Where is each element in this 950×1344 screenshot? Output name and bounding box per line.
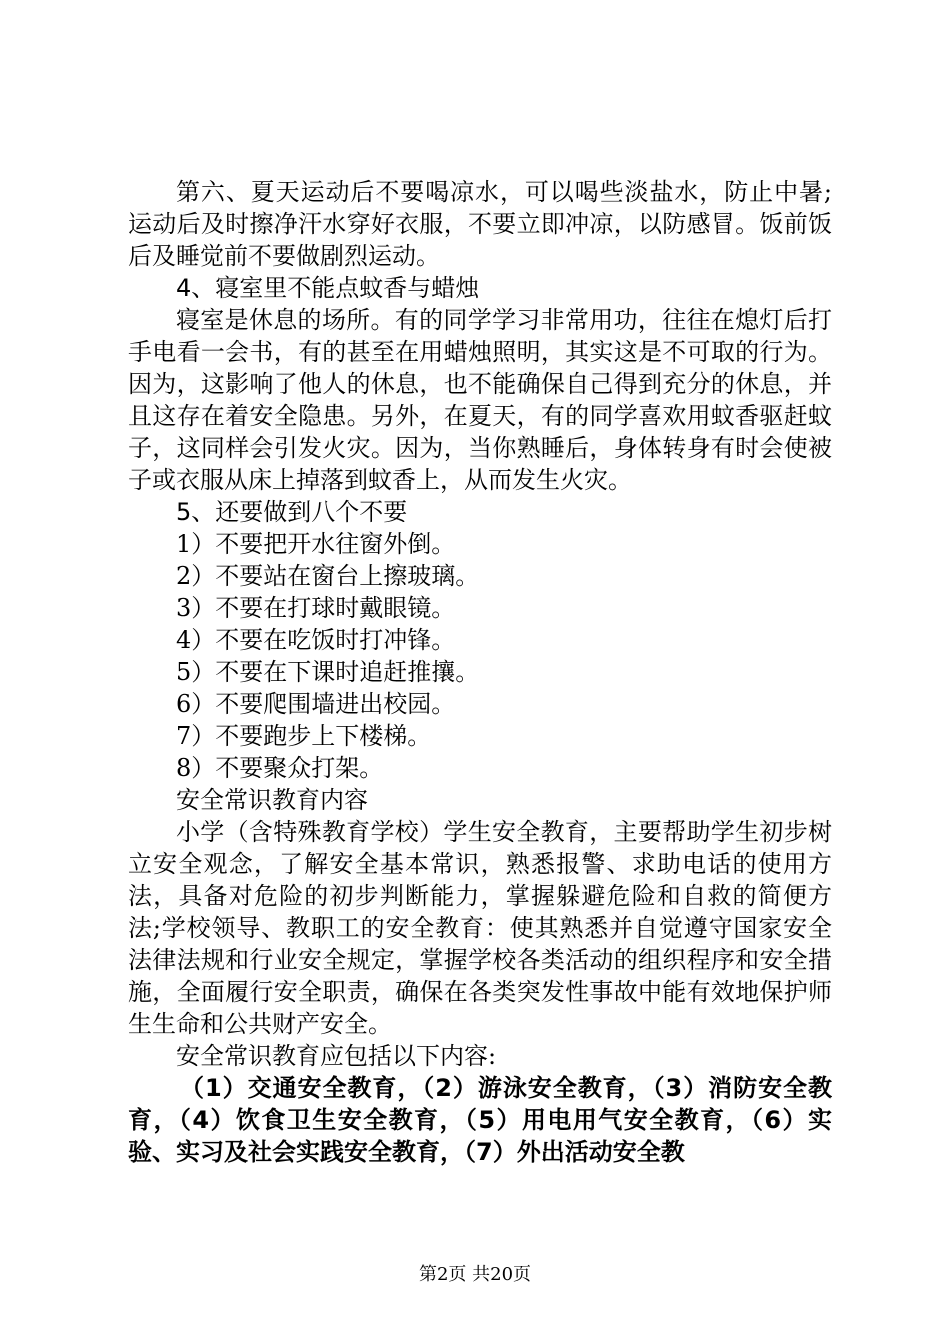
list-item: 2）不要站在窗台上擦玻璃。 (176, 562, 480, 590)
list-item: 4）不要在吃饭时打冲锋。 (176, 626, 456, 654)
list-item: 5）不要在下课时追赶推攘。 (176, 658, 480, 686)
list-item: 7）不要跑步上下楼梯。 (176, 722, 432, 750)
list-item: 3）不要在打球时戴眼镜。 (176, 594, 456, 622)
paragraph-summer-exercise: 第六、夏天运动后不要喝凉水，可以喝些淡盐水，防止中暑;运动后及时擦净汗水穿好衣服，不要立即冲凉，以防感冒。饭前饭后及睡觉前不要做剧烈运动。 (128, 178, 832, 270)
section-heading-5: 5、还要做到八个不要 (176, 498, 408, 526)
document-body (128, 176, 832, 1168)
list-item: 1）不要把开水往窗外倒。 (176, 530, 456, 558)
list-item: 6）不要爬围墙进出校园。 (176, 690, 456, 718)
list-item: 8）不要聚众打架。 (176, 754, 384, 782)
paragraph-primary-school: 小学（含特殊教育学校）学生安全教育，主要帮助学生初步树立安全观念，了解安全基本常识，熟悉报警、求助电话的使用方法，具备对危险的初步判断能力，掌握躲避危险和自救的简便方法;学校领导、教职工的安全教育：使其熟悉并自觉遵守国家安全法律法规和行业安全规定，掌握学校各类活动的组织程序和安全措施，全面履行安全职责，确保在各类突发性事故中能有效地保护师生生命和公共财产安全。 (128, 818, 832, 1038)
subtitle-safety-content: 安全常识教育内容 (176, 786, 368, 814)
page-footer: 第2页 共20页 (418, 1264, 532, 1285)
section-heading-4: 4、寝室里不能点蚊香与蜡烛 (176, 274, 480, 302)
bold-topic-list: （1）交通安全教育，（2）游泳安全教育，（3）消防安全教育，（4）饮食卫生安全教育，（5）用电用气安全教育，（6）实验、实习及社会实践安全教育，（7）外出活动安全教 (128, 1074, 832, 1166)
line-content-includes: 安全常识教育应包括以下内容: (176, 1042, 497, 1070)
paragraph-dormitory: 寝室是休息的场所。有的同学学习非常用功，往往在熄灯后打手电看一会书，有的甚至在用蜡烛照明，其实这是不可取的行为。因为，这影响了他人的休息，也不能确保自己得到充分的休息，并且这存在着安全隐患。另外，在夏天，有的同学喜欢用蚊香驱赶蚊子，这同样会引发火灾。因为，当你熟睡后，身体转身有时会使被子或衣服从床上掉落到蚊香上，从而发生火灾。 (128, 306, 832, 494)
